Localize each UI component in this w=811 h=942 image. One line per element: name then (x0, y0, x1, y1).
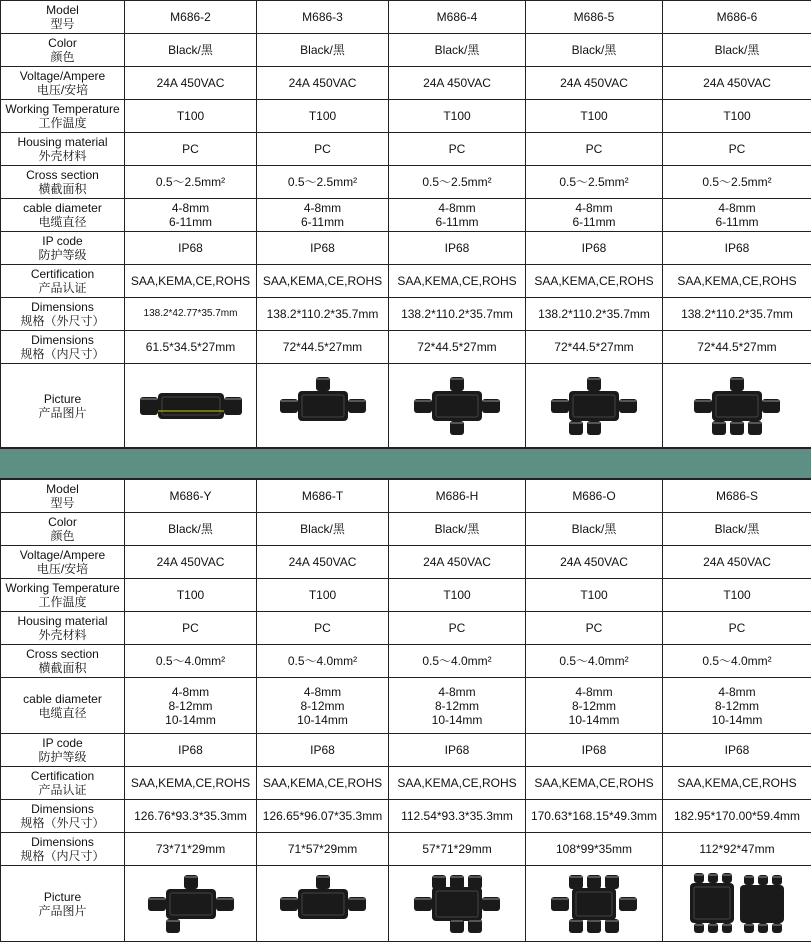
cert-cell: SAA,KEMA,CE,ROHS (257, 767, 389, 800)
row-label-zh: 规格（外尺寸） (1, 816, 124, 830)
housing-cell: PC (125, 612, 257, 645)
junction-box-5way-icon (526, 373, 662, 439)
table1-row-model (1, 1, 811, 34)
product-picture (389, 364, 526, 448)
cable-diameter-value: 6-11mm (257, 215, 388, 229)
table1-row-temp (1, 100, 811, 133)
dim_out-cell: 182.95*170.00*59.4mm (663, 800, 811, 833)
dim_in-cell: 61.5*34.5*27mm (125, 331, 257, 364)
row-label-en: Color (1, 515, 124, 529)
row-label-zh: 规格（外尺寸） (1, 314, 124, 328)
table2-row-cross (1, 645, 811, 678)
cable-diameter-value: 4-8mm (526, 685, 662, 699)
table1-row-dim_out (1, 298, 811, 331)
row-label-zh: 电压/安培 (1, 83, 124, 97)
junction-box-s-icon (663, 871, 811, 937)
dim_in-cell: 73*71*29mm (125, 833, 257, 866)
row-label-picture (1, 866, 125, 942)
row-label-en: Model (1, 3, 124, 17)
cross-cell: 0.5～2.5mm² (526, 166, 663, 199)
table2-row-temp (1, 579, 811, 612)
voltage-cell: 24A 450VAC (526, 67, 663, 100)
dim_in-cell: 72*44.5*27mm (389, 331, 526, 364)
row-label-en: Voltage/Ampere (1, 548, 124, 562)
separator-band (0, 449, 811, 479)
table2-row-dim_out (1, 800, 811, 833)
ip-cell: IP68 (389, 232, 526, 265)
row-label-zh: 外壳材料 (1, 149, 124, 163)
cross-cell: 0.5～2.5mm² (125, 166, 257, 199)
row-label-en: Dimensions (1, 835, 124, 849)
cert-cell: SAA,KEMA,CE,ROHS (125, 265, 257, 298)
dim_out-cell: 138.2*110.2*35.7mm (389, 298, 526, 331)
row-label-zh: 型号 (1, 17, 124, 31)
row-label-cable (1, 199, 125, 232)
cert-cell: SAA,KEMA,CE,ROHS (257, 265, 389, 298)
cable-diameter-value: 10-14mm (526, 713, 662, 727)
row-label-en: Certification (1, 769, 124, 783)
table1-row-cross (1, 166, 811, 199)
table2-row-dim_in (1, 833, 811, 866)
housing-cell: PC (663, 612, 811, 645)
product-picture (125, 364, 257, 448)
row-label-cross (1, 166, 125, 199)
table1-row-picture (1, 364, 811, 448)
color-cell: Black/黑 (526, 34, 663, 67)
row-label-en: IP code (1, 234, 124, 248)
dim_in-cell: 112*92*47mm (663, 833, 811, 866)
model-cell: M686-2 (125, 1, 257, 34)
row-label-housing (1, 612, 125, 645)
row-label-dim_out (1, 298, 125, 331)
row-label-zh: 横截面积 (1, 661, 124, 675)
junction-box-h-icon (389, 871, 525, 937)
table2-row-picture (1, 866, 811, 942)
row-label-en: Working Temperature (1, 581, 124, 595)
row-label-zh: 规格（内尺寸） (1, 347, 124, 361)
dim_in-cell: 72*44.5*27mm (257, 331, 389, 364)
cable-diameter-value: 4-8mm (389, 685, 525, 699)
cable-diameter-value: 8-12mm (663, 699, 811, 713)
cert-cell: SAA,KEMA,CE,ROHS (526, 767, 663, 800)
row-label-zh: 外壳材料 (1, 628, 124, 642)
row-label-en: Housing material (1, 135, 124, 149)
cable-diameter-value: 6-11mm (663, 215, 811, 229)
cert-cell: SAA,KEMA,CE,ROHS (663, 265, 811, 298)
row-label-cert (1, 265, 125, 298)
voltage-cell: 24A 450VAC (663, 546, 811, 579)
color-cell: Black/黑 (125, 513, 257, 546)
row-label-model (1, 1, 125, 34)
cable-diameter-value: 4-8mm (257, 685, 388, 699)
table2-row-color (1, 513, 811, 546)
row-label-zh: 产品认证 (1, 281, 124, 295)
housing-cell: PC (257, 133, 389, 166)
cross-cell: 0.5～4.0mm² (257, 645, 389, 678)
cable-diameter-value: 6-11mm (125, 215, 256, 229)
product-picture (257, 866, 389, 942)
cable-diameter-value: 10-14mm (389, 713, 525, 727)
dim_out-cell: 138.2*110.2*35.7mm (663, 298, 811, 331)
table1-spec-table (0, 0, 811, 448)
cable-diameter-value: 6-11mm (526, 215, 662, 229)
product-picture (663, 866, 811, 942)
table1-row-voltage (1, 67, 811, 100)
junction-box-6way-icon (663, 373, 811, 439)
ip-cell: IP68 (663, 734, 811, 767)
table2-spec-table (0, 479, 811, 942)
row-label-en: Picture (1, 392, 124, 406)
cable-diameter-value: 8-12mm (257, 699, 388, 713)
row-label-zh: 电缆直径 (1, 215, 124, 229)
product-picture (526, 364, 663, 448)
dim_out-cell: 138.2*42.77*35.7mm (125, 298, 257, 331)
model-cell: M686-5 (526, 1, 663, 34)
cable-diameter-value: 6-11mm (389, 215, 525, 229)
cable-diameter-value: 4-8mm (125, 201, 256, 215)
row-label-zh: 颜色 (1, 529, 124, 543)
voltage-cell: 24A 450VAC (389, 546, 526, 579)
row-label-zh: 工作温度 (1, 116, 124, 130)
junction-box-t-icon (257, 871, 388, 937)
cable-diameter-cell (663, 678, 811, 734)
row-label-zh: 横截面积 (1, 182, 124, 196)
row-label-temp (1, 100, 125, 133)
row-label-cert (1, 767, 125, 800)
ip-cell: IP68 (125, 232, 257, 265)
color-cell: Black/黑 (663, 513, 811, 546)
dim_in-cell: 71*57*29mm (257, 833, 389, 866)
temp-cell: T100 (389, 579, 526, 612)
cable-diameter-cell (125, 199, 257, 232)
table2-row-voltage (1, 546, 811, 579)
table2-row-cert (1, 767, 811, 800)
row-label-zh: 型号 (1, 496, 124, 510)
housing-cell: PC (663, 133, 811, 166)
table1-row-housing (1, 133, 811, 166)
ip-cell: IP68 (663, 232, 811, 265)
cable-diameter-value: 10-14mm (257, 713, 388, 727)
voltage-cell: 24A 450VAC (257, 67, 389, 100)
cable-diameter-cell (257, 678, 389, 734)
model-cell: M686-3 (257, 1, 389, 34)
row-label-picture (1, 364, 125, 448)
temp-cell: T100 (257, 100, 389, 133)
cable-diameter-value: 4-8mm (663, 685, 811, 699)
table2-row-model (1, 480, 811, 513)
table1-row-color (1, 34, 811, 67)
cross-cell: 0.5～2.5mm² (389, 166, 526, 199)
row-label-en: IP code (1, 736, 124, 750)
cable-diameter-cell (389, 199, 526, 232)
housing-cell: PC (526, 133, 663, 166)
cable-diameter-cell (663, 199, 811, 232)
ip-cell: IP68 (257, 734, 389, 767)
dim_out-cell: 126.65*96.07*35.3mm (257, 800, 389, 833)
temp-cell: T100 (257, 579, 389, 612)
model-cell: M686-Y (125, 480, 257, 513)
temp-cell: T100 (125, 579, 257, 612)
housing-cell: PC (526, 612, 663, 645)
model-cell: M686-S (663, 480, 811, 513)
row-label-color (1, 34, 125, 67)
row-label-zh: 防护等级 (1, 750, 124, 764)
row-label-voltage (1, 546, 125, 579)
row-label-en: Color (1, 36, 124, 50)
cable-diameter-value: 10-14mm (125, 713, 256, 727)
junction-box-o-icon (526, 871, 662, 937)
model-cell: M686-O (526, 480, 663, 513)
voltage-cell: 24A 450VAC (125, 546, 257, 579)
cross-cell: 0.5～2.5mm² (663, 166, 811, 199)
row-label-dim_out (1, 800, 125, 833)
row-label-model (1, 480, 125, 513)
cert-cell: SAA,KEMA,CE,ROHS (663, 767, 811, 800)
housing-cell: PC (389, 612, 526, 645)
dim_out-cell: 126.76*93.3*35.3mm (125, 800, 257, 833)
row-label-en: Dimensions (1, 300, 124, 314)
cert-cell: SAA,KEMA,CE,ROHS (526, 265, 663, 298)
junction-box-4way-icon (389, 373, 525, 439)
model-cell: M686-6 (663, 1, 811, 34)
housing-cell: PC (125, 133, 257, 166)
row-label-cable (1, 678, 125, 734)
temp-cell: T100 (663, 100, 811, 133)
row-label-zh: 防护等级 (1, 248, 124, 262)
color-cell: Black/黑 (257, 34, 389, 67)
product-picture (389, 866, 526, 942)
temp-cell: T100 (526, 100, 663, 133)
product-picture (663, 364, 811, 448)
product-picture (125, 866, 257, 942)
cable-diameter-cell (526, 199, 663, 232)
row-label-zh: 电压/安培 (1, 562, 124, 576)
row-label-voltage (1, 67, 125, 100)
row-label-en: Voltage/Ampere (1, 69, 124, 83)
cert-cell: SAA,KEMA,CE,ROHS (125, 767, 257, 800)
cable-diameter-value: 4-8mm (257, 201, 388, 215)
dim_out-cell: 138.2*110.2*35.7mm (526, 298, 663, 331)
cable-diameter-cell (389, 678, 526, 734)
cable-diameter-value: 4-8mm (125, 685, 256, 699)
color-cell: Black/黑 (663, 34, 811, 67)
row-label-en: Dimensions (1, 333, 124, 347)
color-cell: Black/黑 (389, 513, 526, 546)
model-cell: M686-4 (389, 1, 526, 34)
row-label-en: Working Temperature (1, 102, 124, 116)
cable-diameter-value: 4-8mm (663, 201, 811, 215)
row-label-housing (1, 133, 125, 166)
dim_in-cell: 72*44.5*27mm (526, 331, 663, 364)
row-label-dim_in (1, 331, 125, 364)
row-label-zh: 产品认证 (1, 783, 124, 797)
junction-box-2way-icon (125, 373, 256, 439)
junction-box-y-icon (125, 871, 256, 937)
dim_in-cell: 57*71*29mm (389, 833, 526, 866)
cable-diameter-cell (526, 678, 663, 734)
dim_in-cell: 108*99*35mm (526, 833, 663, 866)
cert-cell: SAA,KEMA,CE,ROHS (389, 767, 526, 800)
ip-cell: IP68 (526, 734, 663, 767)
temp-cell: T100 (663, 579, 811, 612)
row-label-ip (1, 734, 125, 767)
row-label-en: Dimensions (1, 802, 124, 816)
cross-cell: 0.5～4.0mm² (663, 645, 811, 678)
housing-cell: PC (389, 133, 526, 166)
row-label-en: Certification (1, 267, 124, 281)
voltage-cell: 24A 450VAC (257, 546, 389, 579)
row-label-en: Picture (1, 890, 124, 904)
product-picture (526, 866, 663, 942)
section-separator (0, 448, 811, 479)
table1-row-cable (1, 199, 811, 232)
dim_in-cell: 72*44.5*27mm (663, 331, 811, 364)
row-label-cross (1, 645, 125, 678)
housing-cell: PC (257, 612, 389, 645)
row-label-en: Housing material (1, 614, 124, 628)
voltage-cell: 24A 450VAC (526, 546, 663, 579)
temp-cell: T100 (125, 100, 257, 133)
color-cell: Black/黑 (526, 513, 663, 546)
table1-row-ip (1, 232, 811, 265)
voltage-cell: 24A 450VAC (389, 67, 526, 100)
row-label-en: cable diameter (1, 692, 124, 706)
cross-cell: 0.5～4.0mm² (389, 645, 526, 678)
color-cell: Black/黑 (389, 34, 526, 67)
color-cell: Black/黑 (257, 513, 389, 546)
model-cell: M686-H (389, 480, 526, 513)
dim_out-cell: 170.63*168.15*49.3mm (526, 800, 663, 833)
color-cell: Black/黑 (125, 34, 257, 67)
cert-cell: SAA,KEMA,CE,ROHS (389, 265, 526, 298)
cable-diameter-value: 4-8mm (389, 201, 525, 215)
table1-row-dim_in (1, 331, 811, 364)
temp-cell: T100 (526, 579, 663, 612)
dim_out-cell: 112.54*93.3*35.3mm (389, 800, 526, 833)
row-label-zh: 规格（内尺寸） (1, 849, 124, 863)
cable-diameter-cell (257, 199, 389, 232)
table2-row-cable (1, 678, 811, 734)
cable-diameter-value: 10-14mm (663, 713, 811, 727)
cable-diameter-value: 4-8mm (526, 201, 662, 215)
row-label-zh: 工作温度 (1, 595, 124, 609)
junction-box-3way-icon (257, 373, 388, 439)
product-picture (257, 364, 389, 448)
cable-diameter-value: 8-12mm (526, 699, 662, 713)
ip-cell: IP68 (257, 232, 389, 265)
cable-diameter-value: 8-12mm (389, 699, 525, 713)
cross-cell: 0.5～4.0mm² (526, 645, 663, 678)
row-label-color (1, 513, 125, 546)
ip-cell: IP68 (125, 734, 257, 767)
table1-row-cert (1, 265, 811, 298)
row-label-zh: 产品图片 (1, 406, 124, 420)
row-label-en: Cross section (1, 168, 124, 182)
cable-diameter-value: 8-12mm (125, 699, 256, 713)
dim_out-cell: 138.2*110.2*35.7mm (257, 298, 389, 331)
row-label-zh: 颜色 (1, 50, 124, 64)
voltage-cell: 24A 450VAC (125, 67, 257, 100)
row-label-zh: 电缆直径 (1, 706, 124, 720)
model-cell: M686-T (257, 480, 389, 513)
row-label-en: Cross section (1, 647, 124, 661)
row-label-ip (1, 232, 125, 265)
cable-diameter-cell (125, 678, 257, 734)
cross-cell: 0.5～2.5mm² (257, 166, 389, 199)
row-label-temp (1, 579, 125, 612)
cross-cell: 0.5～4.0mm² (125, 645, 257, 678)
ip-cell: IP68 (526, 232, 663, 265)
row-label-zh: 产品图片 (1, 904, 124, 918)
row-label-dim_in (1, 833, 125, 866)
temp-cell: T100 (389, 100, 526, 133)
table2-row-ip (1, 734, 811, 767)
row-label-en: cable diameter (1, 201, 124, 215)
ip-cell: IP68 (389, 734, 526, 767)
table2-row-housing (1, 612, 811, 645)
row-label-en: Model (1, 482, 124, 496)
voltage-cell: 24A 450VAC (663, 67, 811, 100)
